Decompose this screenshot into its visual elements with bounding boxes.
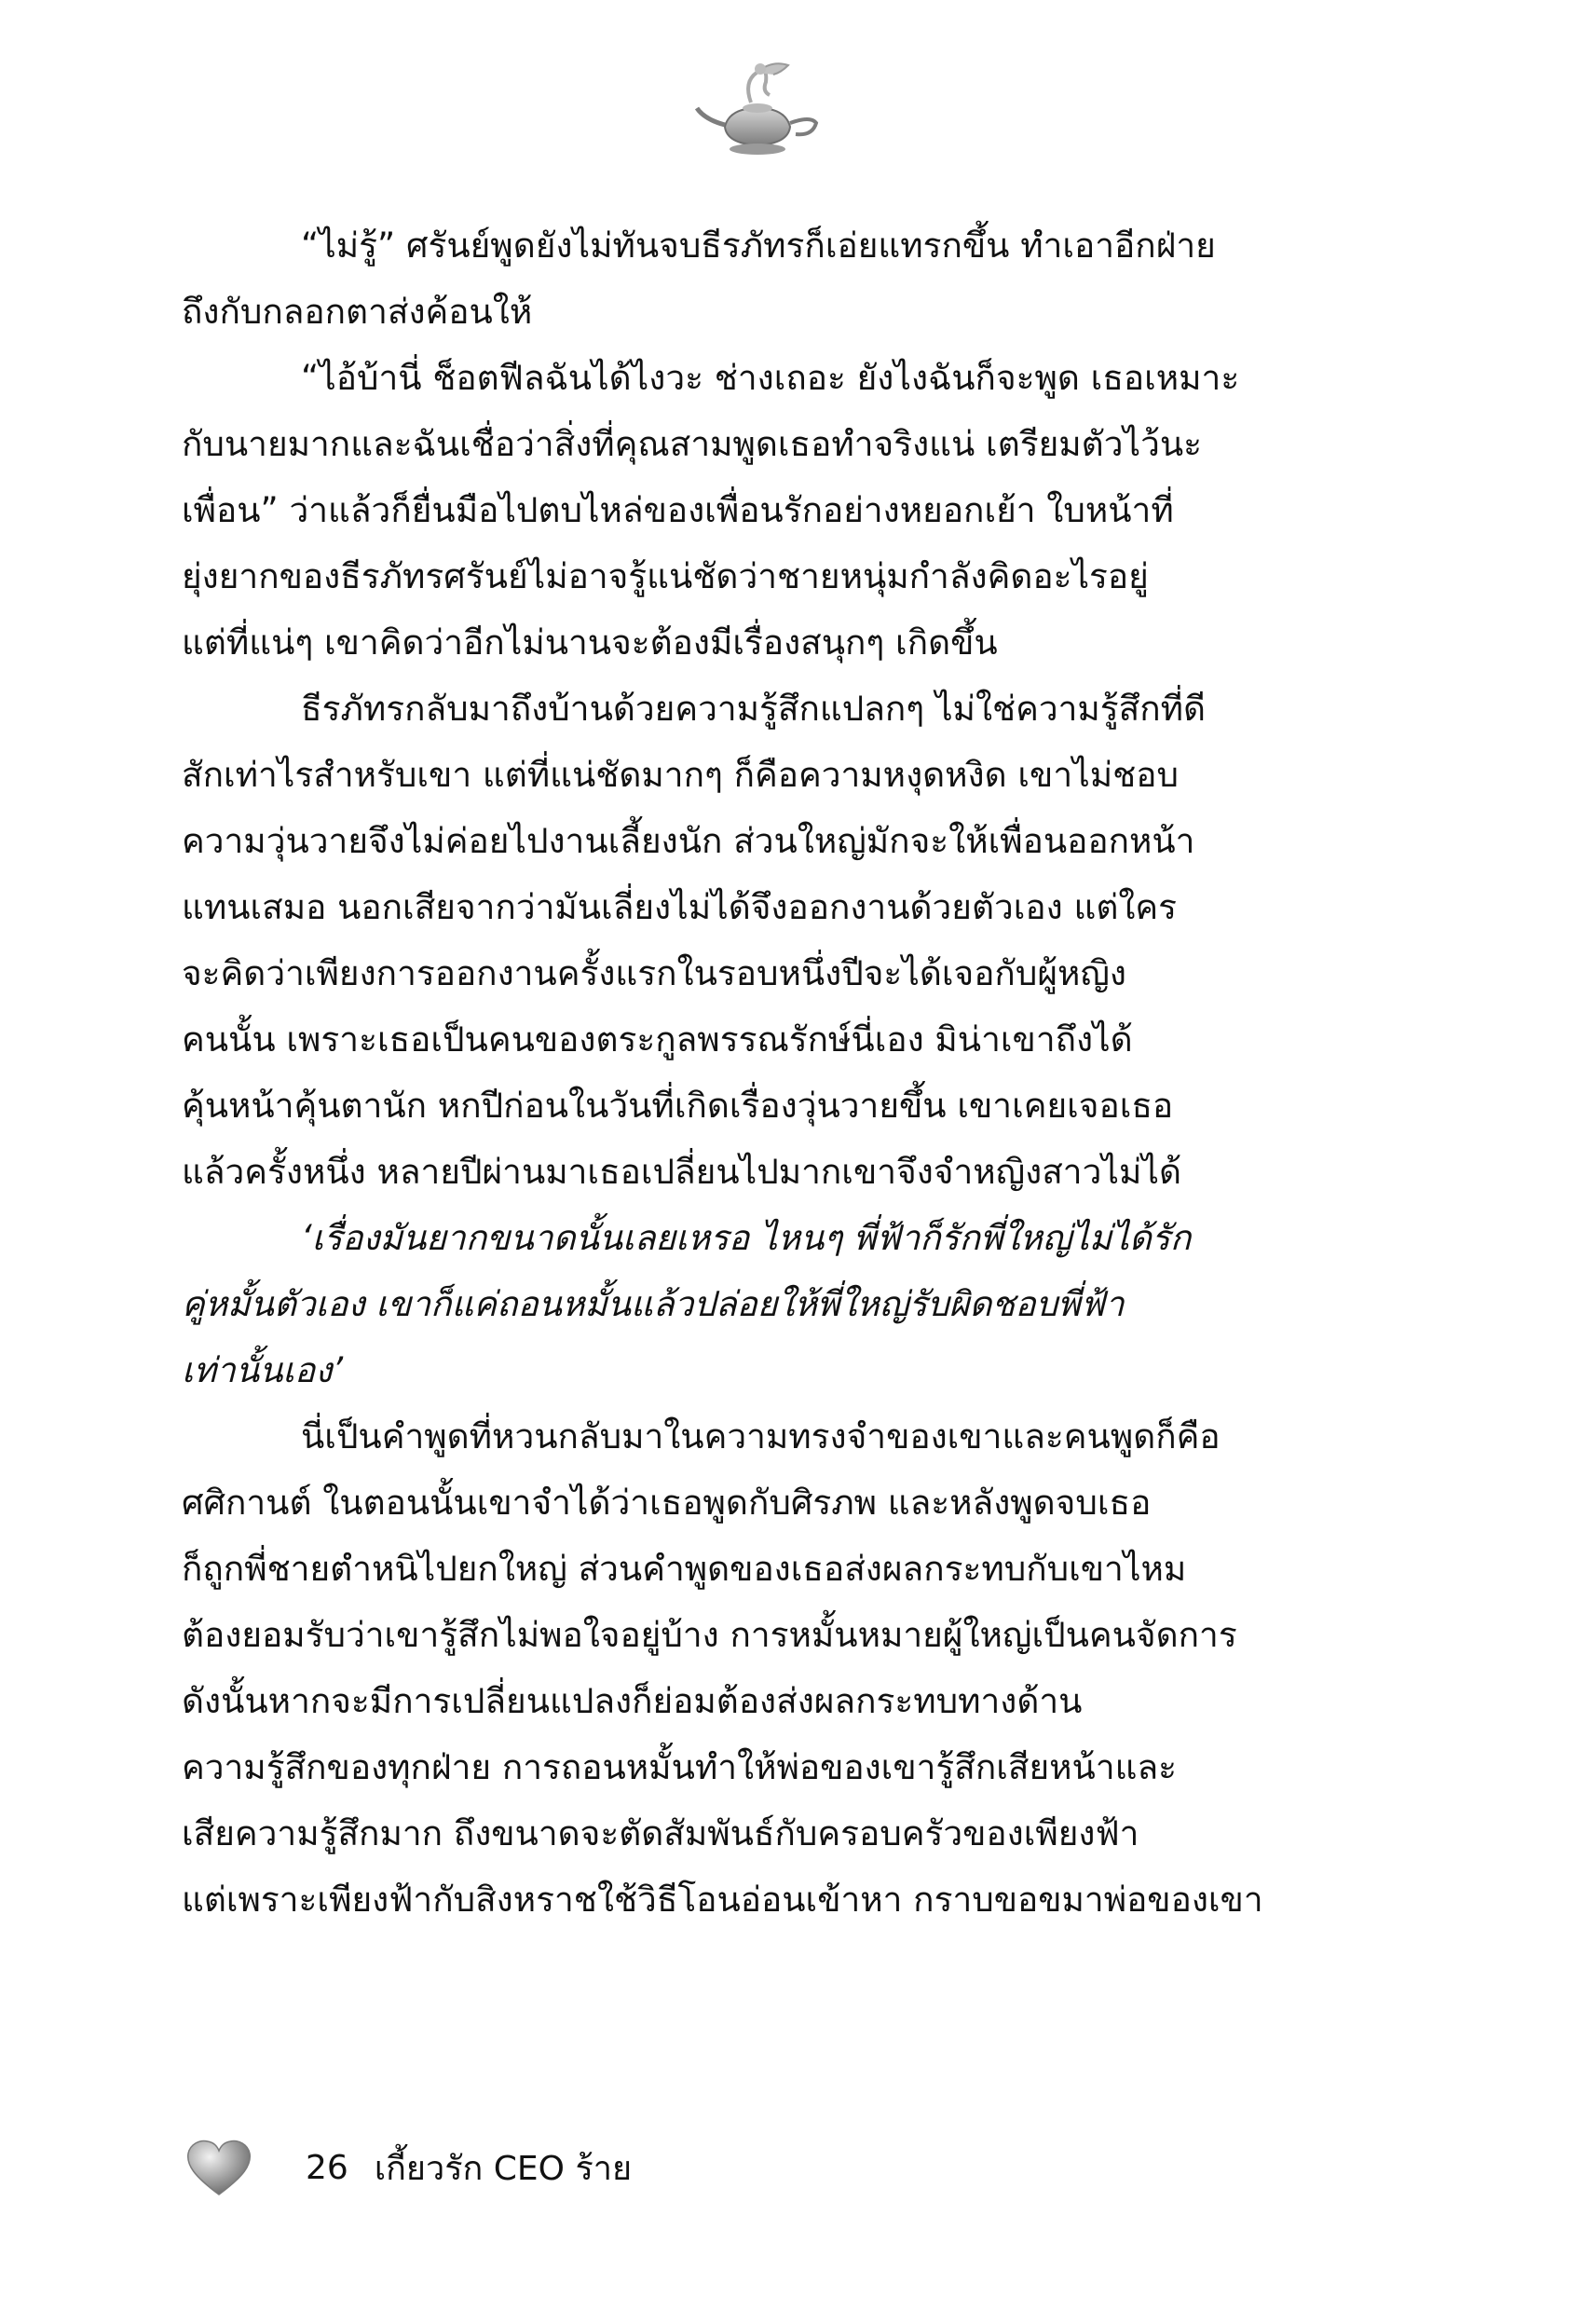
text-line: ความวุ่นวายจึงไม่ค่อยไปงานเลี้ยงนัก ส่วนใหญ่มักจะให้เพื่อนออกหน้า: [182, 821, 1195, 861]
text-line: เพื่อน” ว่าแล้วก็ยื่นมือไปตบไหล่ของเพื่อนรักอย่างหยอกเย้า ใบหน้าที่: [182, 490, 1174, 530]
text-line: คู่หมั้นตัวเอง เขาก็แค่ถอนหมั้นแล้วปล่อยให้พี่ใหญ่รับผิดชอบพี่ฟ้า: [182, 1284, 1125, 1324]
text-line: คนนั้น เพราะเธอเป็นคนของตระกูลพรรณรักษ์นี่เอง มิน่าเขาถึงได้: [182, 1019, 1133, 1060]
text-line: ยุ่งยากของธีรภัทรศรันย์ไม่อาจรู้แน่ชัดว่าชายหนุ่มกำลังคิดอะไรอยู่: [182, 556, 1149, 596]
text-line: ก็ถูกพี่ชายตำหนิไปยกใหญ่ ส่วนคำพูดของเธอส่งผลกระทบกับเขาไหม: [182, 1549, 1187, 1589]
text-line: “ไอ้บ้านี่ ช็อตฟีลฉันได้ไงวะ ช่างเถอะ ยังไงฉันก็จะพูด เธอเหมาะ: [301, 358, 1240, 398]
text-line: แต่เพราะเพียงฟ้ากับสิงหราชใช้วิธีโอนอ่อนเข้าหา กราบขอขมาพ่อของเขา: [182, 1880, 1263, 1920]
book-title: เกี้ยวรัก CEO ร้าย: [374, 2149, 633, 2188]
text-line: จะคิดว่าเพียงการออกงานครั้งแรกในรอบหนึ่งปีจะได้เจอกับผู้หญิง: [182, 953, 1126, 993]
text-line: ต้องยอมรับว่าเขารู้สึกไม่พอใจอยู่บ้าง การหมั้นหมายผู้ใหญ่เป็นคนจัดการ: [182, 1615, 1237, 1655]
text-line: เสียความรู้สึกมาก ถึงขนาดจะตัดสัมพันธ์กับครอบครัวของเพียงฟ้า: [182, 1813, 1139, 1853]
text-line: แทนเสมอ นอกเสียจากว่ามันเลี่ยงไม่ได้จึงออกงานด้วยตัวเอง แต่ใคร: [182, 887, 1178, 927]
page-footer: [184, 2140, 632, 2195]
text-line: ‘เรื่องมันยากขนาดนั้นเลยเหรอ ไหนๆ พี่ฟ้าก็รักพี่ใหญ่ไม่ได้รัก: [301, 1218, 1192, 1258]
text-line: คุ้นหน้าคุ้นตานัก หกปีก่อนในวันที่เกิดเรื่องวุ่นวายขึ้น เขาเคยเจอเธอ: [182, 1086, 1174, 1126]
heart-icon: [184, 2139, 253, 2196]
text-line: ดังนั้นหากจะมีการเปลี่ยนแปลงก็ย่อมต้องส่งผลกระทบทางด้าน: [182, 1681, 1083, 1721]
teapot-ornament-icon: [688, 54, 827, 175]
text-line: แต่ที่แน่ๆ เขาคิดว่าอีกไม่นานจะต้องมีเรื่องสนุกๆ เกิดขึ้น: [182, 622, 998, 663]
text-line: ถึงกับกลอกตาส่งค้อนให้: [182, 292, 533, 332]
text-line: ความรู้สึกของทุกฝ่าย การถอนหมั้นทำให้พ่อของเขารู้สึกเสียหน้าและ: [182, 1747, 1178, 1787]
text-line: แล้วครั้งหนึ่ง หลายปีผ่านมาเธอเปลี่ยนไปมากเขาจึงจำหญิงสาวไม่ได้: [182, 1152, 1181, 1192]
text-line: กับนายมากและฉันเชื่อว่าสิ่งที่คุณสามพูดเธอทำจริงแน่ เตรียมตัวไว้นะ: [182, 424, 1203, 464]
text-line: นี่เป็นคำพูดที่หวนกลับมาในความทรงจำของเขาและคนพูดก็คือ: [301, 1416, 1221, 1456]
text-line: เท่านั้นเอง’: [182, 1350, 344, 1390]
text-line: “ไม่รู้” ศรันย์พูดยังไม่ทันจบธีรภัทรก็เอ่ยแทรกขึ้น ทำเอาอีกฝ่าย: [301, 226, 1216, 266]
page-number: 26: [306, 2148, 348, 2187]
text-line: ธีรภัทรกลับมาถึงบ้านด้วยความรู้สึกแปลกๆ ไม่ใช่ความรู้สึกที่ดี: [301, 689, 1207, 729]
text-line: ศศิกานต์ ในตอนนั้นเขาจำได้ว่าเธอพูดกับศิรภพ และหลังพูดจบเธอ: [182, 1483, 1152, 1523]
text-line: สักเท่าไรสำหรับเขา แต่ที่แน่ชัดมากๆ ก็คือความหงุดหงิด เขาไม่ชอบ: [182, 755, 1179, 795]
body-text: [182, 212, 1332, 1933]
